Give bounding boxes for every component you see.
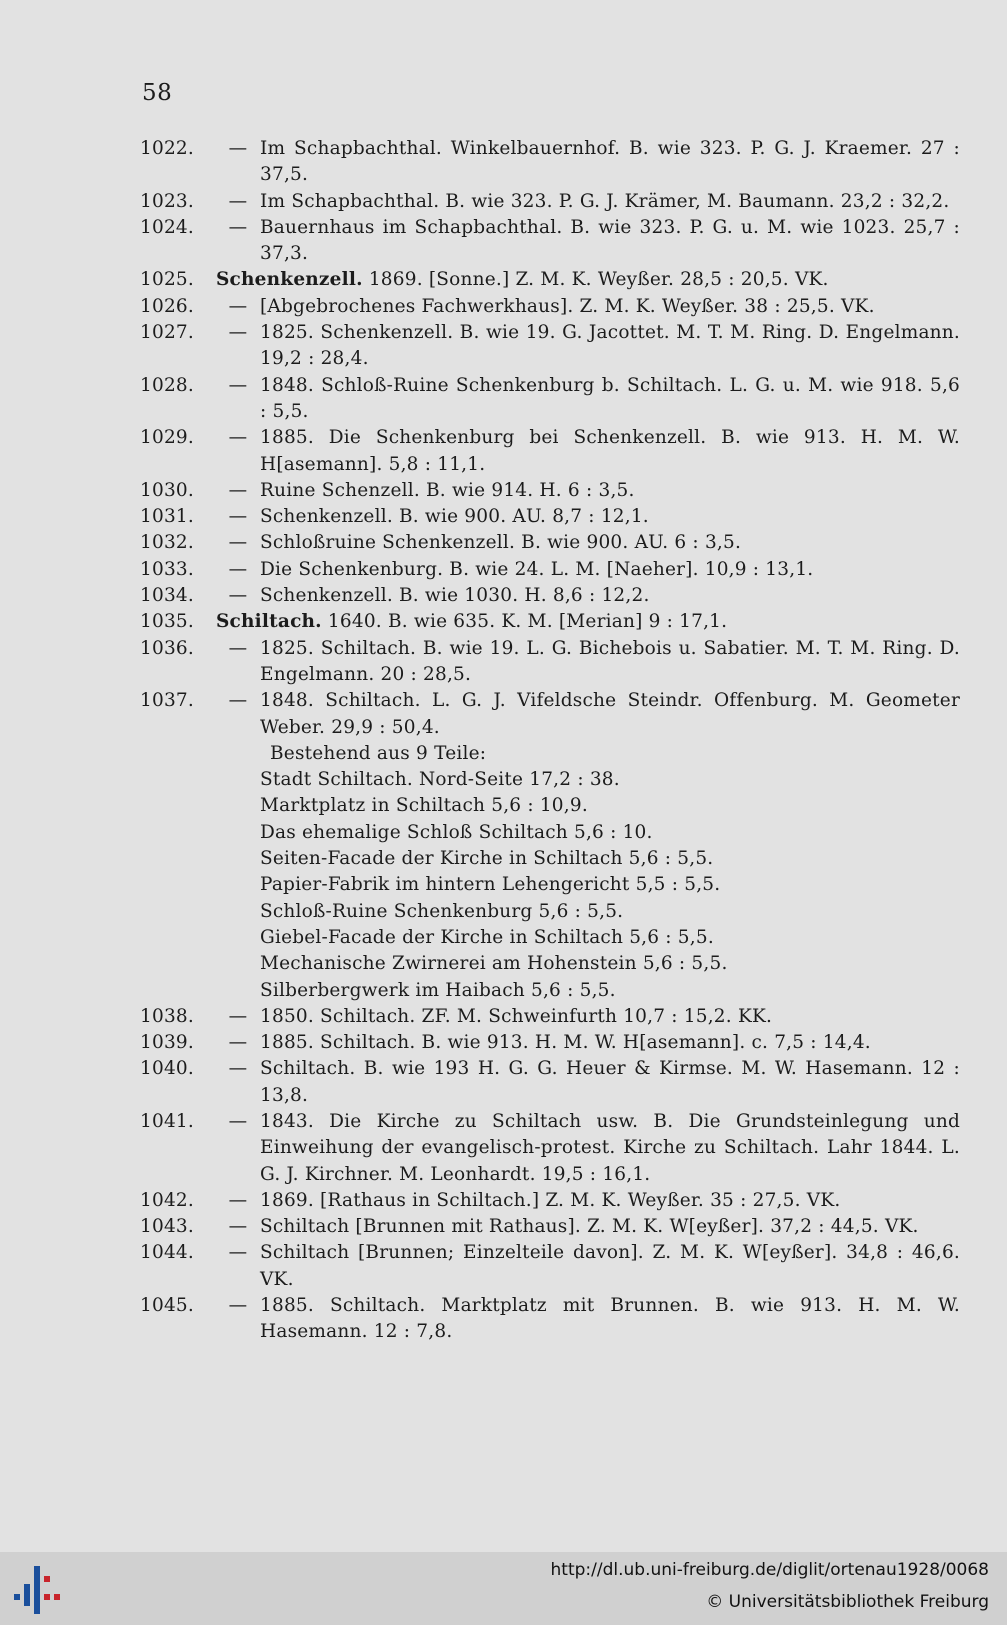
ditto-dash: —	[228, 558, 248, 580]
sub-list-item: Seiten-Facade der Kirche in Schiltach 5,6 : 5,5.	[260, 848, 714, 870]
catalog-entry	[140, 478, 960, 504]
ditto-dash: —	[228, 427, 248, 449]
entry-text	[260, 1056, 960, 1109]
entry-number: 1037.	[140, 690, 194, 712]
ditto-dash: —	[228, 1110, 248, 1132]
entry-description: Schiltach. B. wie 193 H. G. G. Heuer & Kirmse. M. W. Hasemann. 12 : 13,8.	[260, 1058, 960, 1106]
entry-text	[260, 1109, 960, 1188]
entry-description: 1848. Schiltach. L. G. J. Vifeldsche Steindr. Offenburg. M. Geometer Weber. 29,9 : 50,4.	[260, 690, 960, 738]
ditto-dash: —	[228, 479, 248, 501]
entry-text	[260, 294, 960, 320]
entry-description: Schiltach [Brunnen mit Rathaus]. Z. M. K. W[eyßer]. 37,2 : 44,5. VK.	[260, 1216, 919, 1238]
entry-text	[260, 1214, 960, 1240]
catalog-entry	[140, 1214, 960, 1240]
entry-number: 1045.	[140, 1295, 194, 1317]
entry-text	[260, 215, 960, 268]
entry-number: 1042.	[140, 1189, 194, 1211]
sub-list-item: Schloß-Ruine Schenkenburg 5,6 : 5,5.	[260, 900, 624, 922]
entry-description: 1843. Die Kirche zu Schiltach usw. B. Die Grundsteinlegung und Einweihung der evangelisch-protest. Kirche zu Schiltach. Lahr 1844. L. G. J. Kirchner. M. Leonhardt. 19,5 : 16,1.	[260, 1110, 960, 1185]
catalog-entry	[140, 425, 960, 478]
ditto-dash: —	[228, 532, 248, 554]
catalog-entry	[140, 688, 960, 1004]
entry-number: 1035.	[140, 611, 194, 633]
entry-description: Schiltach [Brunnen; Einzelteile davon]. Z. M. K. W[eyßer]. 34,8 : 46,6. VK.	[260, 1242, 960, 1290]
entry-number: 1032.	[140, 532, 194, 554]
entry-description: Die Schenkenburg. B. wie 24. L. M. [Naeher]. 10,9 : 13,1.	[260, 558, 814, 580]
entry-description: 1640. B. wie 635. K. M. [Merian] 9 : 17,1.	[327, 611, 728, 633]
catalog-entry	[140, 1056, 960, 1109]
catalog-entry	[140, 294, 960, 320]
catalog-entry	[140, 189, 960, 215]
entry-number: 1043.	[140, 1216, 194, 1238]
catalog-entry	[140, 1240, 960, 1293]
entry-number: 1024.	[140, 216, 194, 238]
entry-text	[260, 530, 960, 556]
catalog-entry	[140, 267, 960, 293]
ditto-dash: —	[228, 374, 248, 396]
entry-text	[260, 478, 960, 504]
ditto-dash: —	[228, 1005, 248, 1027]
sub-list-item: Silberbergwerk im Haibach 5,6 : 5,5.	[260, 979, 616, 1001]
entry-description: Im Schapbachthal. Winkelbauernhof. B. wie 323. P. G. J. Kraemer. 27 : 37,5.	[260, 138, 960, 186]
sub-list-item: Mechanische Zwirnerei am Hohenstein 5,6 : 5,5.	[260, 953, 728, 975]
entry-number: 1025.	[140, 269, 194, 291]
sub-list-item: Stadt Schiltach. Nord-Seite 17,2 : 38.	[260, 769, 620, 791]
catalog-entry	[140, 136, 960, 189]
entry-text	[260, 1240, 960, 1293]
ditto-dash: —	[228, 1058, 248, 1080]
entry-text	[260, 504, 960, 530]
entry-number: 1027.	[140, 322, 194, 344]
catalog-entry	[140, 1188, 960, 1214]
entry-description: Bauernhaus im Schapbachthal. B. wie 323. P. G. u. M. wie 1023. 25,7 : 37,3.	[260, 216, 960, 265]
ditto-dash: —	[228, 138, 248, 159]
entry-text	[260, 425, 960, 478]
ditto-dash: —	[228, 1242, 248, 1264]
entry-text	[260, 320, 960, 373]
entry-number: 1023.	[140, 190, 194, 212]
entry-number: 1038.	[140, 1005, 194, 1027]
catalog-entry	[140, 557, 960, 583]
entry-number: 1041.	[140, 1110, 194, 1132]
catalog-entry	[140, 320, 960, 373]
entry-description: 1869. [Sonne.] Z. M. K. Weyßer. 28,5 : 20,5. VK.	[368, 269, 829, 291]
entry-text	[216, 609, 960, 635]
entry-text	[260, 1030, 960, 1056]
entry-text	[260, 136, 960, 189]
ditto-dash: —	[228, 1189, 248, 1211]
entry-text	[260, 1004, 960, 1030]
entry-number: 1026.	[140, 295, 194, 317]
entry-number: 1040.	[140, 1058, 194, 1080]
entry-description: Schenkenzell. B. wie 1030. H. 8,6 : 12,2.	[260, 585, 650, 607]
ditto-dash: —	[228, 1216, 248, 1238]
ditto-dash: —	[228, 190, 248, 212]
entry-text	[260, 373, 960, 426]
entry-description: 1848. Schloß-Ruine Schenkenburg b. Schiltach. L. G. u. M. wie 918. 5,6 : 5,5.	[260, 374, 960, 422]
catalog-entry	[140, 1030, 960, 1056]
catalog-entry	[140, 636, 960, 689]
entry-number: 1039.	[140, 1032, 194, 1054]
entry-text	[260, 557, 960, 583]
entry-description: Im Schapbachthal. B. wie 323. P. G. J. Krämer, M. Baumann. 23,2 : 32,2.	[260, 190, 950, 212]
sub-list-item: Das ehemalige Schloß Schiltach 5,6 : 10.	[260, 821, 653, 843]
source-url-link[interactable]: http://dl.ub.uni-freiburg.de/diglit/ortenau1928/0068	[550, 1560, 989, 1580]
entry-description: Schloßruine Schenkenzell. B. wie 900. AU. 6 : 3,5.	[260, 532, 742, 554]
entry-number: 1028.	[140, 374, 194, 396]
entry-description: 1850. Schiltach. ZF. M. Schweinfurth 10,7 : 15,2. KK.	[260, 1005, 773, 1027]
entry-description: 1825. Schenkenzell. B. wie 19. G. Jacottet. M. T. M. Ring. D. Engelmann. 19,2 : 28,4.	[260, 322, 960, 370]
catalog-entries	[140, 136, 960, 1346]
ditto-dash: —	[228, 295, 248, 317]
entry-text	[260, 1188, 960, 1214]
entry-description: Ruine Schenzell. B. wie 914. H. 6 : 3,5.	[260, 479, 635, 501]
ditto-dash: —	[228, 1032, 248, 1054]
catalog-entry	[140, 504, 960, 530]
place-heading: Schenkenzell.	[216, 269, 363, 291]
entry-text	[260, 583, 960, 609]
ditto-dash: —	[228, 506, 248, 528]
sub-list-intro: Bestehend aus 9 Teile:	[270, 742, 487, 764]
entry-number: 1030.	[140, 479, 194, 501]
entry-number: 1031.	[140, 506, 194, 528]
catalog-entry	[140, 609, 960, 635]
ub-freiburg-logo-icon	[12, 1562, 64, 1618]
entry-number: 1036.	[140, 637, 194, 659]
entry-description: Schenkenzell. B. wie 900. AU. 8,7 : 12,1.	[260, 506, 649, 528]
entry-text	[260, 1293, 960, 1346]
page-number: 58	[142, 80, 173, 106]
entry-number: 1022.	[140, 138, 194, 159]
catalog-entry	[140, 530, 960, 556]
ditto-dash: —	[228, 1295, 248, 1317]
entry-number: 1033.	[140, 558, 194, 580]
entry-description: 1869. [Rathaus in Schiltach.] Z. M. K. Weyßer. 35 : 27,5. VK.	[260, 1189, 841, 1211]
entry-text	[216, 267, 960, 293]
entry-description: 1825. Schiltach. B. wie 19. L. G. Bichebois u. Sabatier. M. T. M. Ring. D. Engelmann. 20 : 28,5.	[260, 637, 960, 685]
entry-number: 1029.	[140, 427, 194, 449]
entry-description: 1885. Die Schenkenburg bei Schenkenzell. B. wie 913. H. M. W. H[asemann]. 5,8 : 11,1.	[260, 427, 960, 475]
entry-description: [Abgebrochenes Fachwerkhaus]. Z. M. K. Weyßer. 38 : 25,5. VK.	[260, 295, 875, 317]
catalog-entry	[140, 1293, 960, 1346]
entry-text	[260, 688, 960, 1004]
sub-list-item: Giebel-Facade der Kirche in Schiltach 5,6 : 5,5.	[260, 926, 714, 948]
catalog-entry	[140, 1004, 960, 1030]
catalog-entry	[140, 373, 960, 426]
footer-bar	[0, 1552, 1007, 1625]
ditto-dash: —	[228, 637, 248, 659]
entry-description: 1885. Schiltach. B. wie 913. H. M. W. H[asemann]. c. 7,5 : 14,4.	[260, 1032, 871, 1054]
catalog-entry	[140, 215, 960, 268]
catalog-entry	[140, 1109, 960, 1188]
catalog-entry	[140, 583, 960, 609]
ditto-dash: —	[228, 216, 248, 238]
entry-description: 1885. Schiltach. Marktplatz mit Brunnen. B. wie 913. H. M. W. Hasemann. 12 : 7,8.	[260, 1295, 960, 1343]
entry-text	[260, 636, 960, 689]
entry-text	[260, 189, 960, 215]
copyright-text: © Universitätsbibliothek Freiburg	[706, 1592, 989, 1612]
sub-list-item: Papier-Fabrik im hintern Lehengericht 5,5 : 5,5.	[260, 874, 721, 896]
ditto-dash: —	[228, 690, 248, 712]
place-heading: Schiltach.	[216, 611, 322, 633]
ditto-dash: —	[228, 585, 248, 607]
ditto-dash: —	[228, 322, 248, 344]
entry-number: 1044.	[140, 1242, 194, 1264]
entry-number: 1034.	[140, 585, 194, 607]
sub-list-item: Marktplatz in Schiltach 5,6 : 10,9.	[260, 795, 588, 817]
